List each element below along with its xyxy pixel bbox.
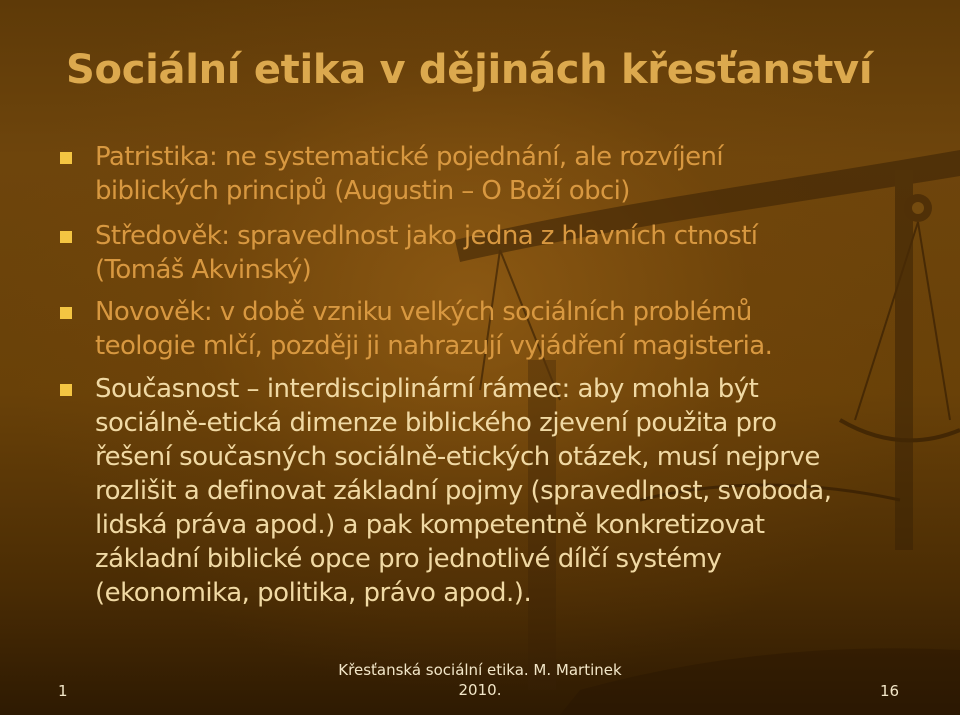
text-line: Současnost – interdisciplinární rámec: aby mohla být [95, 374, 759, 404]
page-number: 16 [880, 682, 900, 700]
square-bullet-icon [60, 307, 72, 319]
text-line: řešení současných sociálně-etických otázek, musí nejprve [95, 442, 820, 472]
text-line: rozlišit a definovat základní pojmy (spravedlnost, svoboda, [95, 476, 832, 506]
slide-number-left: 1 [58, 682, 68, 700]
text-line: teologie mlčí, později ji nahrazují vyjádření magisteria. [95, 331, 773, 361]
text-line: Novověk: v době vzniku velkých sociálních problémů [95, 297, 752, 327]
footer-year-line: 2010. [458, 681, 502, 699]
square-bullet-icon [60, 384, 72, 396]
text-line: (ekonomika, politika, právo apod.). [95, 578, 532, 608]
text-line: biblických principů (Augustin – O Boží obci) [95, 176, 630, 206]
slide-title: Sociální etika v dějinách křesťanství [66, 47, 873, 93]
list-item-text [95, 140, 940, 208]
text-line: základní biblické opce pro jednotlivé dílčí systémy [95, 544, 722, 574]
text-line: (Tomáš Akvinský) [95, 255, 312, 285]
list-item-text [95, 219, 940, 287]
square-bullet-icon [60, 152, 72, 164]
list-item-text [95, 295, 940, 363]
square-bullet-icon [60, 231, 72, 243]
footer-author-line: Křesťanská sociální etika. M. Martinek [338, 661, 622, 679]
text-line: lidská práva apod.) a pak kompetentně konkretizovat [95, 510, 765, 540]
list-item-text [95, 372, 940, 610]
footer-caption [330, 660, 630, 700]
text-line: Středověk: spravedlnost jako jedna z hlavních ctností [95, 221, 758, 251]
text-line: Patristika: ne systematické pojednání, ale rozvíjení [95, 142, 724, 172]
text-line: sociálně-etická dimenze biblického zjevení použita pro [95, 408, 777, 438]
